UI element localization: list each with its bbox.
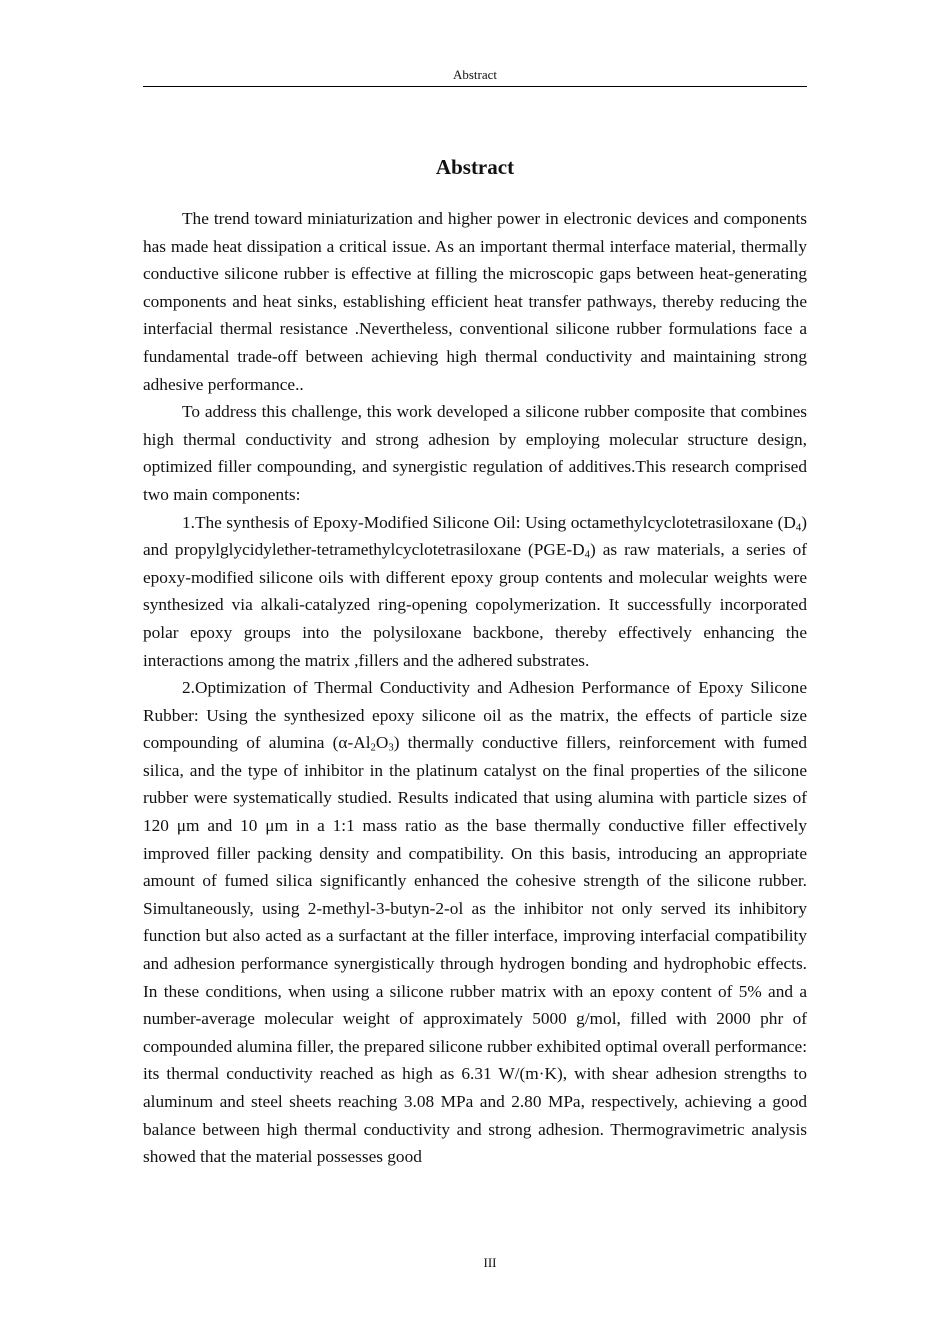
paragraph-item-1 <box>143 509 807 675</box>
item2-text-b: O <box>375 733 389 753</box>
page-number: III <box>483 1255 497 1270</box>
item2-text-a: 2.Optimization of Thermal Conductivity and Adhesion Performance of Epoxy Silicone Rubber: Using the synthesized epoxy silicone oil as the matrix, the effects of particle size compounding of alumina (α-Al <box>143 678 807 753</box>
item2-subscript-b: 3 <box>388 741 394 754</box>
running-header: Abstract <box>143 66 807 87</box>
page-title: Abstract <box>435 155 515 179</box>
item1-subscript-a: 4 <box>795 521 802 534</box>
paragraph-item-2 <box>143 674 807 1171</box>
item2-text-c: ) thermally conductive fillers, reinforcement with fumed silica, and the type of inhibitor in the platinum catalyst on the final properties of the silicone rubber were systematically studied. Results indicated that using alumina with particle sizes of 120 μm and 10 μm in a 1:1 mass ratio as the base thermally conductive filler effectively improved filler packing density and compatibility. On this basis, introducing an appropriate amount of fumed silica significantly enhanced the cohesive strength of the silicone rubber. Simultaneously, using 2-methyl-3-butyn-2-ol as the inhibitor not only served its inhibitory function but also acted as a surfactant at the filler interface, improving interfacial compatibility and adhesion performance synergistically through hydrogen bonding and hydrophobic effects. In these conditions, when using a silicone rubber matrix with an epoxy content of 5% and a number-average molecular weight of approximately 5000 g/mol, filled with 2000 phr of compounded alumina filler, the prepared silicone rubber exhibited optimal overall performance: its thermal conductivity reached as high as 6.31 W/(m·K), with shear adhesion strengths to aluminum and steel sheets reaching 3.08 MPa and 2.80 MPa, respectively, achieving a good balance between high thermal conductivity and strong adhesion. Thermogravimetric analysis showed that the material possesses good <box>143 733 807 1167</box>
abstract-body <box>143 205 807 1171</box>
item1-text-c: ) as raw materials, a series of epoxy-modified silicone oils with different epoxy group contents and molecular weights were synthesized via alkali-catalyzed ring-opening copolymerization. It successfully incorporated polar epoxy groups into the polysiloxane backbone, thereby effectively enhancing the interactions among the matrix ,fillers and the adhered substrates. <box>143 540 807 670</box>
item1-text-a: 1.The synthesis of Epoxy-Modified Silicone Oil: Using octamethylcyclotetrasiloxane (D <box>182 512 796 532</box>
item1-subscript-b: 4 <box>584 548 591 561</box>
item2-subscript-a: 2 <box>370 741 376 754</box>
paragraph-background: The trend toward miniaturization and higher power in electronic devices and components has made heat dissipation a critical issue. As an important thermal interface material, thermally conductive silicone rubber is effective at filling the microscopic gaps between heat-generating components and heat sinks, establishing efficient heat transfer pathways, thereby reducing the interfacial thermal resistance .Nevertheless, conventional silicone rubber formulations face a fundamental trade-off between achieving high thermal conductivity and maintaining strong adhesive performance.. <box>143 209 807 394</box>
paragraph-approach: To address this challenge, this work developed a silicone rubber composite that combines high thermal conductivity and strong adhesion by employing molecular structure design, optimized filler compounding, and synergistic regulation of additives.This research comprised two main components: <box>143 402 807 504</box>
item1-text-b: ) and propylglycidylether-tetramethylcyclotetrasiloxane (PGE-D <box>143 512 807 560</box>
